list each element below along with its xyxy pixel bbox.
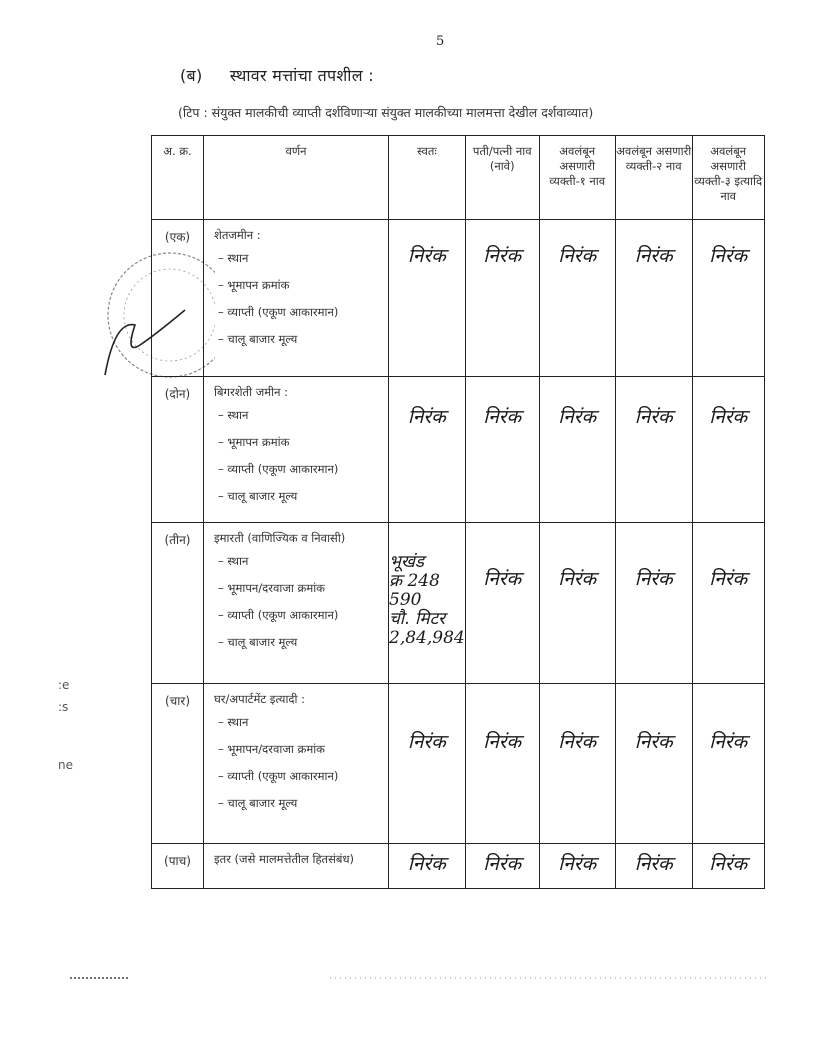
- cell-self-building-details: भूखंड क्र 248 590 चौ. मिटर 2,84,984: [389, 523, 466, 684]
- row-item: – भूमापन/दरवाजा क्रमांक: [218, 581, 326, 595]
- header-dependent-1: अवलंबून असणारी व्यक्ती-१ नाव: [539, 136, 615, 220]
- row-description: [204, 523, 389, 684]
- cell-spouse: निरंक: [465, 684, 539, 844]
- table-row-house-apartment: [152, 684, 765, 844]
- row-item: – व्याप्ती (एकूण आकारमान): [218, 462, 339, 476]
- cell-dependent-1: निरंक: [539, 220, 615, 377]
- header-self: स्वतः: [389, 136, 466, 220]
- row-item: – व्याप्ती (एकूण आकारमान): [218, 769, 339, 783]
- row-item: – स्थान: [218, 554, 249, 568]
- cell-dependent-1: निरंक: [539, 684, 615, 844]
- header-serial: अ. क्र.: [152, 136, 204, 220]
- row-serial: (चार): [152, 684, 204, 844]
- cell-dependent-3: निरंक: [692, 523, 764, 684]
- row-description: [204, 684, 389, 844]
- cell-dependent-2: निरंक: [615, 377, 692, 523]
- cell-spouse: निरंक: [465, 377, 539, 523]
- immovable-assets-table: [151, 135, 765, 889]
- row-item: – स्थान: [218, 408, 249, 422]
- cell-dependent-2: निरंक: [615, 684, 692, 844]
- row-serial: (पाच): [152, 844, 204, 889]
- cell-dependent-3: निरंक: [692, 377, 764, 523]
- row-title: घर/अपार्टमेंट इत्यादी :: [214, 692, 306, 706]
- margin-mark: ne: [58, 758, 73, 772]
- cell-spouse: निरंक: [465, 220, 539, 377]
- row-item: – व्याप्ती (एकूण आकारमान): [218, 305, 339, 319]
- row-item: – स्थान: [218, 251, 249, 265]
- table-header-row: [152, 136, 765, 220]
- row-item: – भूमापन क्रमांक: [218, 278, 290, 292]
- cell-self: निरंक: [389, 844, 466, 889]
- cell-dependent-1: निरंक: [539, 844, 615, 889]
- cell-self: निरंक: [389, 684, 466, 844]
- cell-dependent-1: निरंक: [539, 523, 615, 684]
- row-title: बिगरशेती जमीन :: [214, 385, 289, 399]
- row-title: इमारती (वाणिज्यिक व निवासी): [214, 531, 346, 545]
- row-serial: (एक): [152, 220, 204, 377]
- note-text: (टिप : संयुक्त मालकीची व्याप्ती दर्शविणाऱ्या संयुक्त मालकीच्या मालमत्ता देखील दर्शवाव्यात): [178, 105, 594, 120]
- section-number: (ब): [180, 66, 203, 85]
- section-heading: [180, 64, 374, 86]
- row-serial: (दोन): [152, 377, 204, 523]
- cell-dependent-3: निरंक: [692, 844, 764, 889]
- table-row-non-agricultural-land: [152, 377, 765, 523]
- table-row-agricultural-land: [152, 220, 765, 377]
- row-item: – स्थान: [218, 715, 249, 729]
- page-number: 5: [436, 34, 445, 49]
- header-description: वर्णन: [204, 136, 389, 220]
- row-item: – चालू बाजार मूल्य: [218, 489, 298, 503]
- row-title: शेतजमीन :: [214, 228, 261, 242]
- scan-noise-divider: [70, 975, 770, 981]
- margin-mark: :s: [58, 700, 69, 714]
- row-item: – भूमापन क्रमांक: [218, 435, 290, 449]
- row-item: – भूमापन/दरवाजा क्रमांक: [218, 742, 326, 756]
- cell-dependent-1: निरंक: [539, 377, 615, 523]
- row-title: इतर (जसे मालमत्तेतील हितसंबंध): [214, 852, 355, 866]
- cell-dependent-2: निरंक: [615, 220, 692, 377]
- cell-dependent-3: निरंक: [692, 684, 764, 844]
- table-row-other-interests: [152, 844, 765, 889]
- row-item: – व्याप्ती (एकूण आकारमान): [218, 608, 339, 622]
- margin-mark: :e: [58, 678, 70, 692]
- section-title: स्थावर मत्तांचा तपशील :: [229, 66, 374, 85]
- cell-spouse: निरंक: [465, 844, 539, 889]
- row-description: [204, 220, 389, 377]
- cell-spouse: निरंक: [465, 523, 539, 684]
- cell-dependent-2: निरंक: [615, 523, 692, 684]
- table-row-buildings: [152, 523, 765, 684]
- cell-dependent-3: निरंक: [692, 220, 764, 377]
- cell-self: निरंक: [389, 220, 466, 377]
- cell-self: निरंक: [389, 377, 466, 523]
- row-item: – चालू बाजार मूल्य: [218, 796, 298, 810]
- row-description: [204, 377, 389, 523]
- header-spouse: पती/पत्नी नाव (नावे): [465, 136, 539, 220]
- header-dependent-3: अवलंबून असणारी व्यक्ती-३ इत्यादि नाव: [692, 136, 764, 220]
- header-dependent-2: अवलंबून असणारी व्यक्ती-२ नाव: [615, 136, 692, 220]
- cell-dependent-2: निरंक: [615, 844, 692, 889]
- row-description: [204, 844, 389, 889]
- row-serial: (तीन): [152, 523, 204, 684]
- row-item: – चालू बाजार मूल्य: [218, 332, 298, 346]
- row-item: – चालू बाजार मूल्य: [218, 635, 298, 649]
